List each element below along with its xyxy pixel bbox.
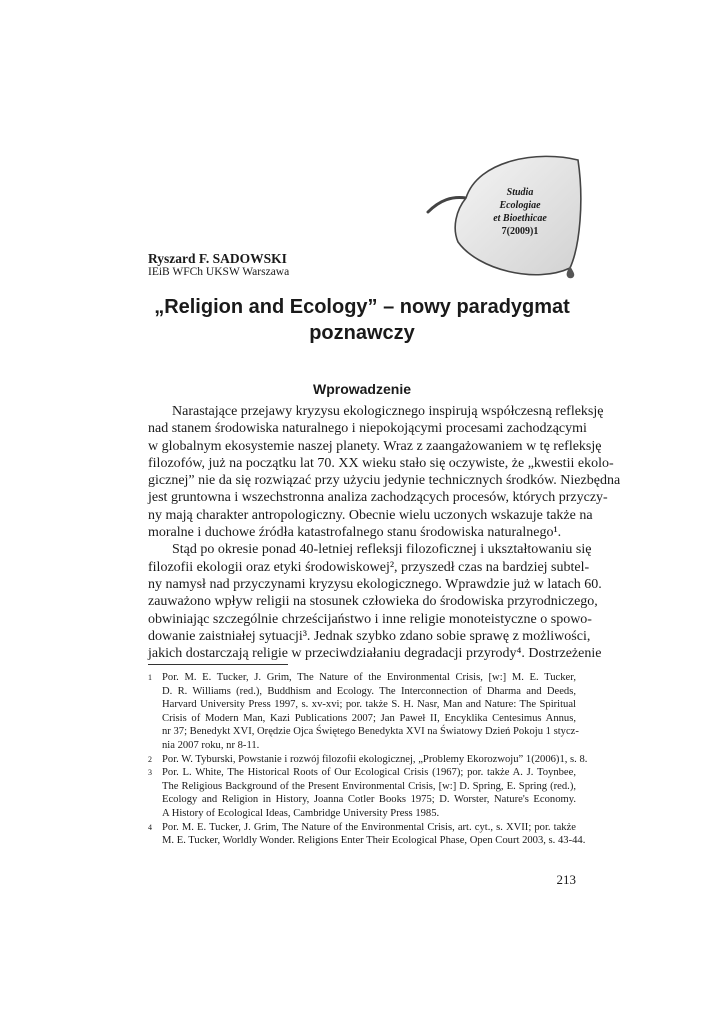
footnote-line: Ecology and Religion in History, Joanna Cotler Books 1975; D. Worster, Nature's Economy. [162, 794, 576, 806]
footnote [148, 766, 576, 820]
journal-badge [460, 186, 580, 238]
author-name: Ryszard F. SADOWSKI [148, 251, 287, 266]
footnote-line: Por. L. White, The Historical Roots of Our Ecological Crisis (1967); por. także A. J. Toynbee, [162, 767, 576, 779]
footnote-line: A History of Ecological Ideas, Cambridge University Press 1985. [162, 807, 440, 819]
section-heading: Wprowadzenie [312, 381, 411, 397]
footnote-line: Crisis of Modern Man, Kazi Publications 2007; Jan Paweł II, Encyklika Centesimus Annus, [162, 712, 576, 724]
body-line: dowanie zaistniałej sytuacji³. Jednak szybko zdano sobie sprawę z możliwości, [148, 628, 591, 644]
footnotes [148, 671, 588, 848]
body-line: zauważono wpływ religii na stosunek człowieka do środowiska przyrodniczego, [148, 594, 598, 610]
article-title [148, 294, 576, 346]
body-line: filozofów, już na początku lat 70. XX wieku stało się oczywiste, że „kwestii ekolo- [148, 455, 614, 471]
journal-line: et Bioethicae [493, 213, 547, 224]
footnote-number: 3 [148, 768, 152, 778]
footnote-line: nia 2007 roku, nr 8-11. [162, 739, 260, 751]
body-line: nad stanem środowiska naturalnego i niepokojącymi procesami zachodzącymi [148, 421, 587, 437]
footnote-line: nr 37; Benedykt XVI, Orędzie Ojca Świętego Benedykta XVI na Światowy Dzień Pokoju 1 stycz- [162, 726, 579, 738]
footnote-line: Por. M. E. Tucker, J. Grim, The Nature of the Environmental Crisis, art. cyt., s. XVII; por. także [162, 821, 576, 833]
title-line-1: „Religion and Ecology” – nowy paradygmat [154, 296, 570, 318]
footnote-divider [148, 664, 288, 665]
footnote-number: 1 [148, 673, 152, 682]
footnote [148, 821, 586, 848]
author-affiliation: IEiB WFCh UKSW Warszawa [148, 266, 290, 278]
footnote [148, 671, 579, 753]
body-line: jakich dostarczają religie w przeciwdziałaniu degradacji przyrody⁴. Dostrzeżenie [148, 646, 602, 662]
body-line: jest gruntowna i wszechstronna analiza zachodzących procesów, których przyczy- [148, 490, 608, 506]
footnote-line: Por. W. Tyburski, Powstanie i rozwój filozofii ekologicznej, „Problemy Ekorozwoju” 1(2006)1, s. 8. [162, 753, 588, 765]
journal-line: Studia [506, 187, 534, 198]
body-line: filozofii ekologii oraz etyki środowiskowej², przyszedł czas na bardziej subtel- [148, 559, 590, 575]
body-line: obwiniając szczególnie chrześcijaństwo i inne religie monoteistyczne o spowo- [148, 611, 592, 627]
body-line: gicznej” nie da się rozwiązać przy użyciu jedynie technicznych środków. Niezbędna [148, 473, 621, 489]
footnote-line: The Religious Background of the Present Environmental Crisis, [w:] D. Spring, E. Spring (red.), [162, 780, 576, 792]
body-line: ny namysł nad przyczynami kryzysu ekologicznego. Wprawdzie już w latach 60. [148, 576, 602, 592]
body-line: Narastające przejawy kryzysu ekologicznego inspirują współczesną refleksję [172, 404, 604, 419]
body-line: Stąd po okresie ponad 40-letniej refleksji filozoficznej i ukształtowaniu się [172, 542, 592, 558]
title-line-2: poznawczy [309, 322, 415, 344]
journal-volume: 7(2009)1 [501, 226, 539, 237]
footnote-line: D. R. Williams (red.), Buddhism and Ecology. The Interconnection of Dharma and Deeds, [162, 685, 576, 697]
footnote-line: Harvard University Press 1997, s. xv-xvi; por. także S. H. Nasr, Man and Nature: The Spiritual [162, 699, 576, 711]
body-line: ny mają charakter antropologiczny. Obecnie wielu uczonych wskazuje także na [148, 507, 593, 523]
footnote [148, 753, 588, 767]
page-number: 213 [556, 872, 576, 887]
footnote-line: Por. M. E. Tucker, J. Grim, The Nature of the Environmental Crisis, [w:] M. E. Tucker, [162, 672, 576, 683]
footnote-number: 4 [148, 822, 152, 832]
body-text [148, 403, 621, 662]
journal-line: Ecologiae [499, 200, 541, 211]
body-line: moralne i duchowe źródła katastrofalnego stanu środowiska naturalnego¹. [148, 525, 562, 541]
footnote-line: M. E. Tucker, Worldly Wonder. Religions Enter Their Ecological Phase, Open Court 2003, s. 43-44. [162, 835, 586, 847]
body-line: w globalnym ekosystemie naszej planety. Wraz z zaangażowaniem w tę refleksję [148, 438, 602, 454]
footnote-number: 2 [148, 754, 152, 764]
